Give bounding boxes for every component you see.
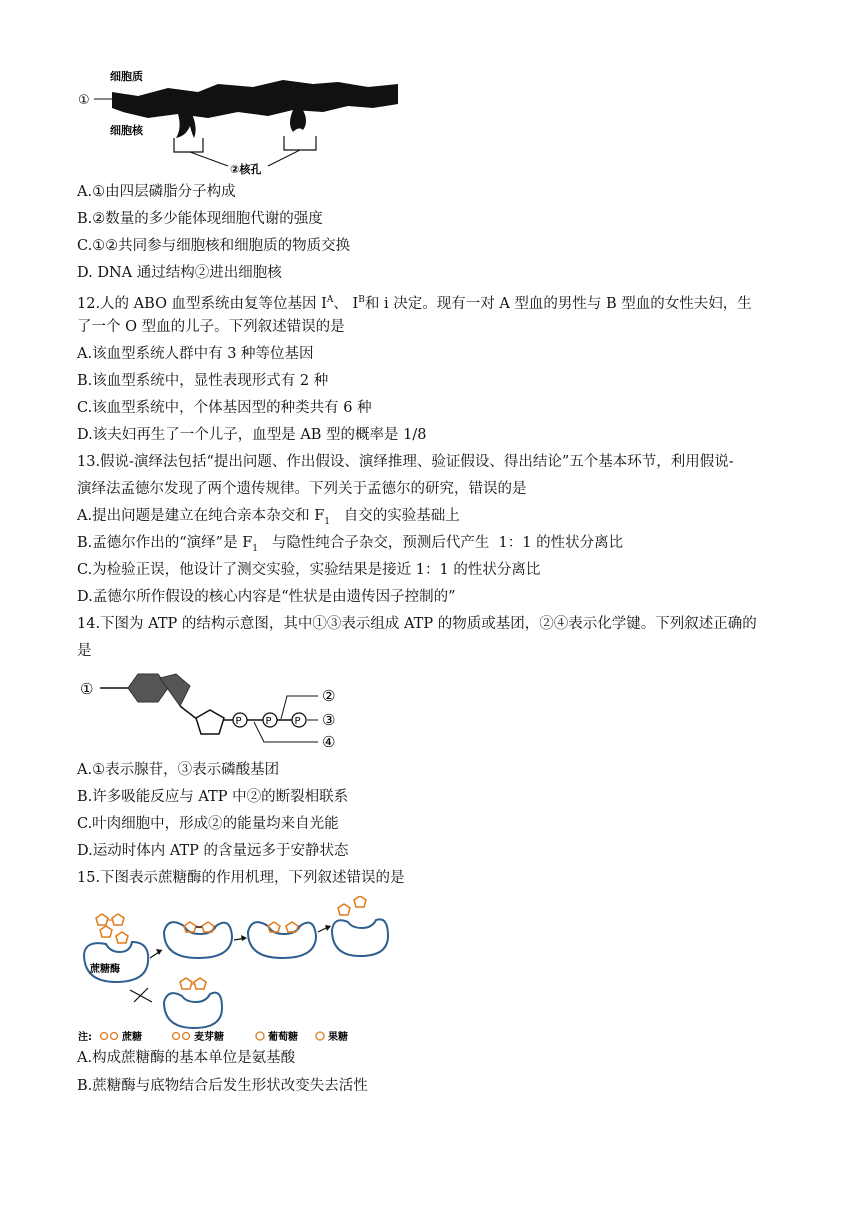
atp-structure-figure <box>78 672 368 756</box>
svg-text:P: P <box>235 716 242 727</box>
q11-option-b: B.②数量的多少能体现细胞代谢的强度 <box>77 211 323 227</box>
atp-label-2: ② <box>322 687 336 705</box>
atp-label-4: ④ <box>322 733 336 751</box>
q14-option-b: B.许多吸能反应与 ATP 中②的断裂相联系 <box>77 789 349 805</box>
q12-option-d: D.该夫妇再生了一个儿子，血型是 AB 型的概率是 1/8 <box>77 427 427 443</box>
sucrase-mechanism-figure <box>76 896 396 1044</box>
q11-option-c: C.①②共同参与细胞核和细胞质的物质交换 <box>77 238 351 254</box>
sucrase-enzyme-4 <box>332 919 388 956</box>
nucleus-label: 细胞核 <box>110 124 143 137</box>
svg-text:P: P <box>265 716 272 727</box>
structure-1-label: ① <box>78 93 90 108</box>
q14-option-a: A.①表示腺苷，③表示磷酸基团 <box>77 762 280 778</box>
sucrase-label: 蔗糖酶 <box>90 964 120 975</box>
nuclear-envelope-band <box>112 80 398 118</box>
q12-stem-line2: 了一个 O 型血的儿子。下列叙述错误的是 <box>77 319 345 335</box>
nuclear-envelope-figure <box>78 62 408 180</box>
atp-label-3: ③ <box>322 711 336 729</box>
legend-maltose: 麦芽糖 <box>194 1032 224 1043</box>
q13-stem-line1: 13.假说-演绎法包括“提出问题、作出假设、演绎推理、验证假设、得出结论”五个基本环节，利用假说- <box>77 454 734 470</box>
atp-label-1: ① <box>80 680 94 698</box>
q14-stem-line1: 14.下图为 ATP 的结构示意图，其中①③表示组成 ATP 的物质或基团，②④表示化学键。下列叙述正确的 <box>77 616 757 632</box>
q14-option-d: D.运动时体内 ATP 的含量远多于安静状态 <box>77 843 349 859</box>
q15-stem: 15.下图表示蔗糖酶的作用机理，下列叙述错误的是 <box>77 870 405 886</box>
q12-stem-line1: 12.人的 ABO 血型系统由复等位基因 $I^A$、 $I^B$和 i 决定。现有一对 A 型血的男性与 B 型血的女性夫妇，生 <box>77 295 752 312</box>
q13-stem-line2: 演绎法孟德尔发现了两个遗传规律。下列关于孟德尔的研究，错误的是 <box>77 481 527 497</box>
svg-text:P: P <box>294 716 301 727</box>
legend-glucose: 葡萄糖 <box>268 1032 298 1043</box>
q13-option-b: B.孟德尔作出的“演绎”是 $F_1$ 与隐性纯合子杂交，预测后代产生 1：1 的性状分离比 <box>77 535 624 554</box>
legend-sucrose: 蔗糖 <box>122 1032 142 1043</box>
q11-option-a: A.①由四层磷脂分子构成 <box>77 184 236 200</box>
sucrase-enzyme-blocked <box>164 993 222 1028</box>
q12-option-a: A.该血型系统人群中有 3 种等位基因 <box>77 346 314 362</box>
q13-option-d: D.孟德尔所作假设的核心内容是“性状是由遗传因子控制的” <box>77 589 456 605</box>
q13-option-c: C.为检验正误，他设计了测交实验，实验结果是接近 1：1 的性状分离比 <box>77 562 541 578</box>
ribose-ring <box>196 710 224 734</box>
q15-option-a: A.构成蔗糖酶的基本单位是氨基酸 <box>77 1050 296 1066</box>
cytoplasm-label: 细胞质 <box>110 70 143 83</box>
q15-option-b: B.蔗糖酶与底物结合后发生形状改变失去活性 <box>77 1078 368 1094</box>
sucrase-enzyme-1 <box>84 942 148 982</box>
q14-option-c: C.叶肉细胞中，形成②的能量均来自光能 <box>77 816 339 832</box>
legend-note: 注: <box>78 1032 92 1043</box>
q12-option-b: B.该血型系统中，显性表现形式有 2 种 <box>77 373 329 389</box>
q12-option-c: C.该血型系统中，个体基因型的种类共有 6 种 <box>77 400 372 416</box>
nuclear-pore-label: ②核孔 <box>230 163 262 176</box>
sucrase-enzyme-3 <box>248 922 316 958</box>
legend-fructose: 果糖 <box>328 1032 348 1043</box>
q13-option-a: A.提出问题是建立在纯合亲本杂交和 $F_1$ 自交的实验基础上 <box>77 508 460 527</box>
q14-stem-line2: 是 <box>77 643 92 659</box>
q11-option-d: D. DNA 通过结构②进出细胞核 <box>77 265 282 281</box>
